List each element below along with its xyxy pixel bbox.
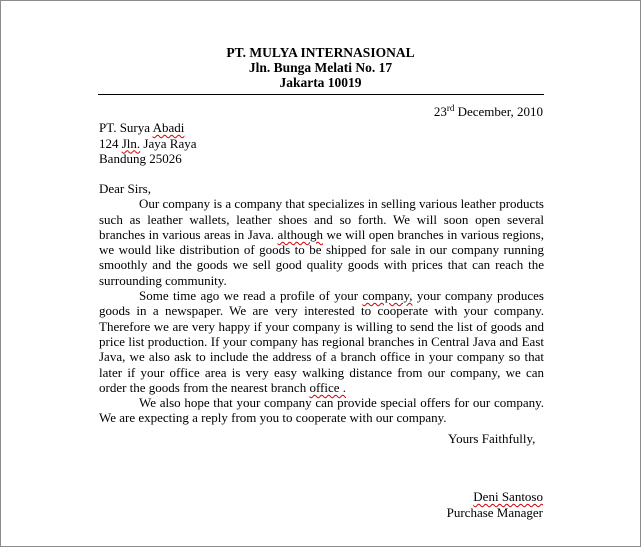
recipient-address xyxy=(99,120,196,167)
letterhead xyxy=(1,45,640,90)
paragraph-1-text-a: Our company is a company that specializes in selling various leather products such as leather wallets, leather shoes and so forth. We will soon open several branches in various areas in Java. xyxy=(99,196,544,242)
spellcheck-flagged-word: although xyxy=(277,226,324,242)
signature-block xyxy=(447,489,543,520)
spellcheck-flagged-word: office . xyxy=(309,379,347,395)
closing-line: Yours Faithfully, xyxy=(448,431,536,446)
recipient-city: Bandung 25026 xyxy=(99,151,182,166)
recipient-street-number: 124 xyxy=(99,135,122,151)
signer-name-text: Deni Santoso xyxy=(473,489,543,504)
date-suffix: rd xyxy=(446,103,455,113)
recipient-name xyxy=(99,120,196,136)
spellcheck-flagged-word: Jln. xyxy=(121,135,141,151)
paragraph-2-text-a: Some time ago we read a profile of your xyxy=(139,288,363,304)
paragraph-2-text-b: your company produces goods in a newspaper. We are very interested to cooperate with your company. Therefore we are very happy if your company is willing to send the list of goods and price list production. If your company has regional branches in Central Java and East Java, we also ask to include the address of a branch office in your company so that later if your office area is very easy walking distance from our company, we can order the goods from the nearest branch xyxy=(99,288,544,395)
body-paragraph-1 xyxy=(99,196,544,288)
recipient-name-text: PT. Surya xyxy=(99,120,153,135)
letter-body xyxy=(99,181,544,426)
paragraph-1-text-b: we will open branches in various regions, we would like distribution of goods to be shipped for sale in our company running smoothly and the goods we sell good quality goods with prices that can reach the surrounding community. xyxy=(99,226,544,288)
letter-date xyxy=(434,104,543,119)
salutation: Dear Sirs, xyxy=(99,181,151,196)
signer-title: Purchase Manager xyxy=(446,504,543,520)
letterhead-company: PT. MULYA INTERNASIONAL xyxy=(226,45,415,60)
letterhead-street: Jln. Bunga Melati No. 17 xyxy=(248,60,393,75)
date-rest: December, 2010 xyxy=(454,104,543,119)
date-day: 23 xyxy=(433,104,447,119)
spellcheck-flagged-word: Abadi xyxy=(152,120,185,135)
signer-name xyxy=(447,489,543,505)
body-paragraph-2 xyxy=(99,288,544,395)
letterhead-divider xyxy=(98,94,544,95)
recipient-street-name: Jaya Raya xyxy=(140,135,197,151)
body-paragraph-3: We also hope that your company can provide special offers for our company. We are expecting a reply from you to cooperate with our company. xyxy=(99,395,544,426)
spellcheck-flagged-word: company, xyxy=(362,288,413,304)
recipient-street xyxy=(99,136,196,152)
letterhead-city: Jakarta 10019 xyxy=(279,75,362,90)
